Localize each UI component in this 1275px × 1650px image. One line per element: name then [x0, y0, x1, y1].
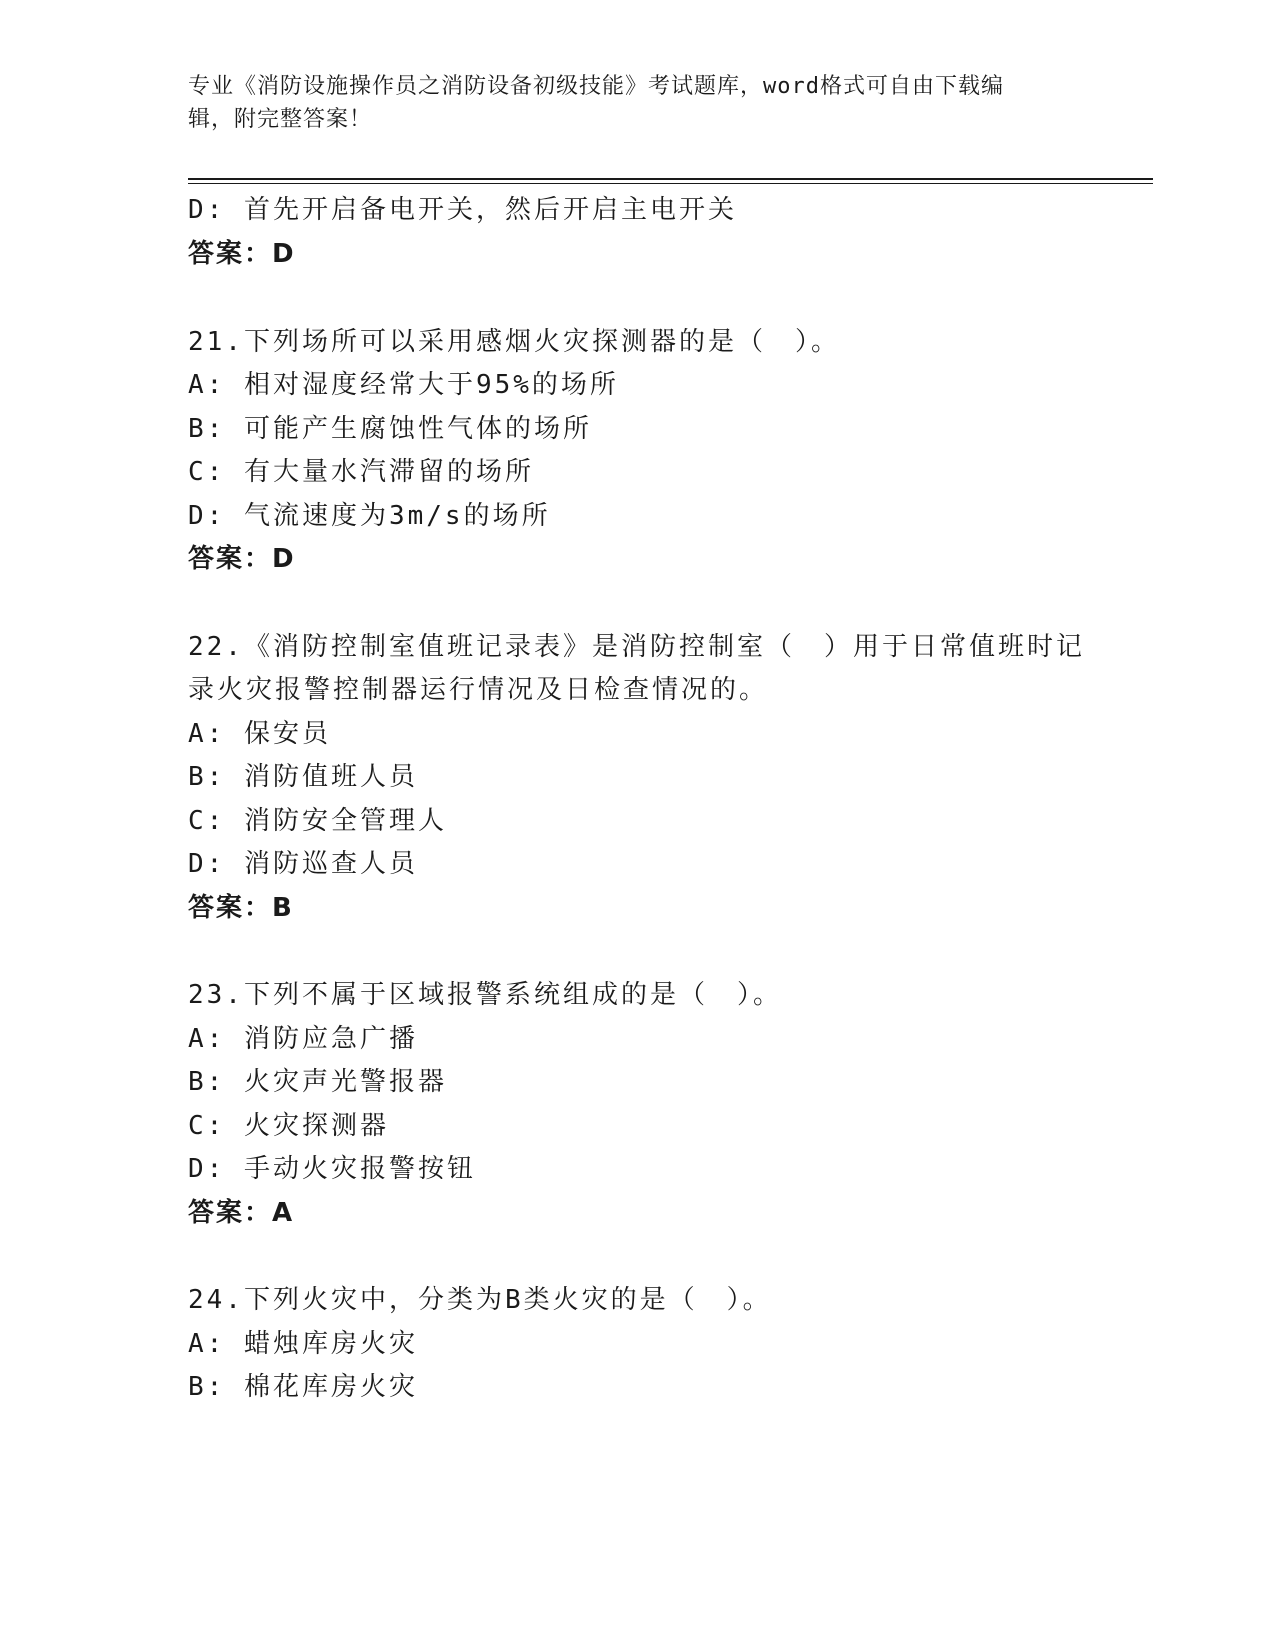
question-23-answer: 答案：A	[188, 1198, 295, 1228]
question-22-answer: 答案：B	[188, 893, 294, 923]
question-21-answer: 答案：D	[188, 544, 296, 574]
question-22-option-b: B: 消防值班人员	[188, 762, 418, 792]
prev-option-d: D: 首先开启备电开关，然后开启主电开关	[188, 195, 737, 225]
header-divider-thin	[188, 183, 1153, 184]
question-21-stem: 21.下列场所可以采用感烟火灾探测器的是（ ）。	[188, 327, 840, 357]
question-23-option-c: C: 火灾探测器	[188, 1111, 389, 1141]
question-23-option-b: B: 火灾声光警报器	[188, 1067, 447, 1097]
question-21-option-a: A: 相对湿度经常大于95%的场所	[188, 370, 619, 400]
header-divider-thick	[188, 178, 1153, 180]
question-24-stem: 24.下列火灾中，分类为B类火灾的是（ ）。	[188, 1285, 772, 1315]
question-22-stem-line-2: 录火灾报警控制器运行情况及日检查情况的。	[188, 675, 769, 705]
question-22-option-c: C: 消防安全管理人	[188, 806, 447, 836]
question-23-option-a: A: 消防应急广播	[188, 1024, 418, 1054]
question-21-option-b: B: 可能产生腐蚀性气体的场所	[188, 414, 592, 444]
question-21-option-d: D: 气流速度为3m/s的场所	[188, 501, 551, 531]
header-line-1: 专业《消防设施操作员之消防设备初级技能》考试题库，word格式可自由下载编	[188, 74, 1004, 99]
prev-answer: 答案：D	[188, 239, 296, 269]
question-24-option-a: A: 蜡烛库房火灾	[188, 1329, 418, 1359]
question-22-option-d: D: 消防巡查人员	[188, 849, 418, 879]
question-23-stem: 23.下列不属于区域报警系统组成的是（ ）。	[188, 980, 782, 1010]
question-23-option-d: D: 手动火灾报警按钮	[188, 1154, 476, 1184]
question-22-option-a: A: 保安员	[188, 719, 331, 749]
question-22-stem-line-1: 22.《消防控制室值班记录表》是消防控制室（ ）用于日常值班时记	[188, 632, 1085, 662]
question-24-option-b: B: 棉花库房火灾	[188, 1372, 418, 1402]
document-header	[188, 70, 1088, 136]
question-21-option-c: C: 有大量水汽滞留的场所	[188, 457, 534, 487]
header-line-2: 辑，附完整答案！	[188, 107, 373, 132]
